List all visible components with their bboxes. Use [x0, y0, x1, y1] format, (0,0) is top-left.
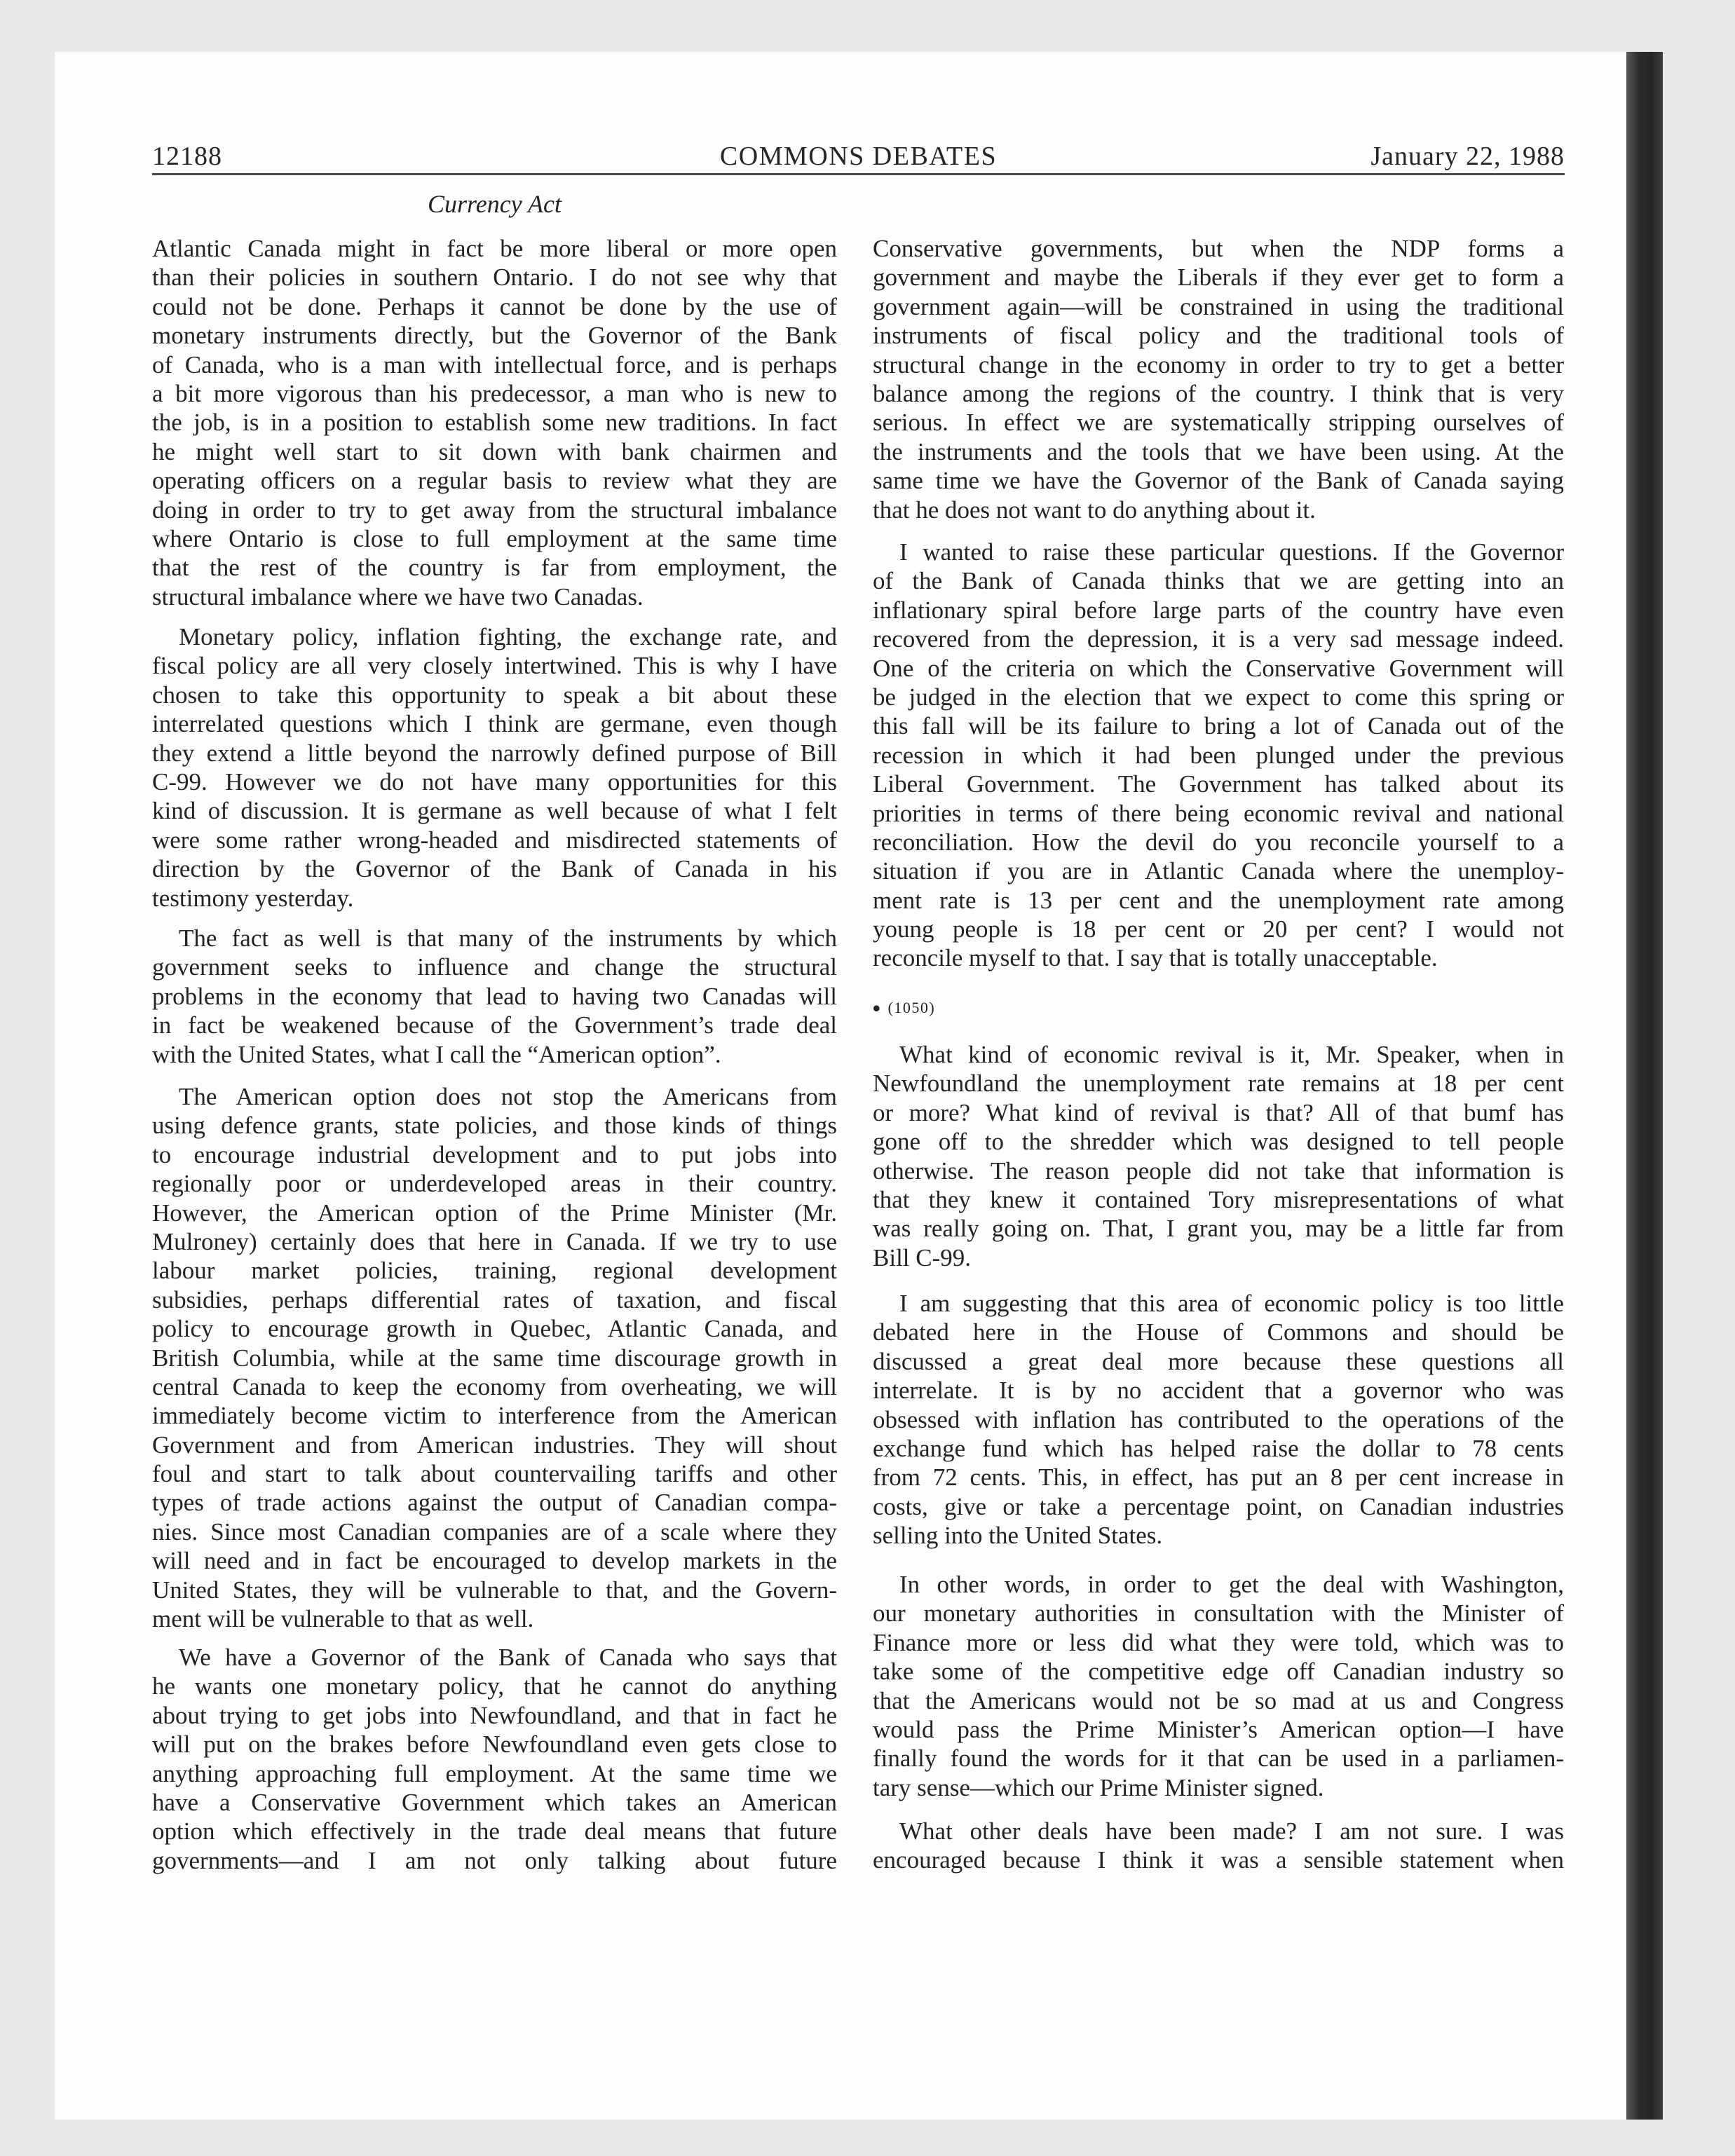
- text-line: types of trade actions against the output of Canadian compa-: [152, 1489, 837, 1517]
- paragraph: [152, 1082, 837, 1633]
- text-line: where Ontario is close to full employment at the same time: [152, 524, 837, 552]
- text-line: than their policies in southern Ontario. I do not see why that: [152, 264, 837, 292]
- text-line: balance among the regions of the country. I think that is very: [873, 379, 1564, 407]
- text-line: in fact be weakened because of the Government’s trade deal: [152, 1011, 837, 1039]
- paragraph: [152, 234, 837, 611]
- text-line: ment rate is 13 per cent and the unemployment rate among: [873, 886, 1564, 914]
- text-line: tary sense—which our Prime Minister signed.: [873, 1773, 1324, 1801]
- text-line: of the Bank of Canada thinks that we are getting into an: [873, 567, 1564, 595]
- text-line: of Canada, who is a man with intellectual force, and is perhaps: [152, 350, 837, 378]
- text-line: problems in the economy that lead to having two Canadas will: [152, 982, 837, 1010]
- text-line: Monetary policy, inflation fighting, the exchange rate, and: [179, 623, 837, 650]
- scan-edge-shadow: [1626, 52, 1663, 2120]
- text-line: anything approaching full employment. At the same time we: [152, 1759, 837, 1787]
- text-line: using defence grants, state policies, and those kinds of things: [152, 1112, 837, 1140]
- text-line: Mulroney) certainly does that here in Canada. If we try to use: [152, 1227, 837, 1255]
- text-line: One of the criteria on which the Conservative Government will: [873, 654, 1564, 682]
- text-line: What kind of economic revival is it, Mr. Speaker, when in: [899, 1041, 1564, 1068]
- text-line: chosen to take this opportunity to speak a bit about these: [152, 681, 837, 709]
- text-line: have a Conservative Government which takes an American: [152, 1788, 837, 1816]
- text-line: interrelated questions which I think are germane, even though: [152, 710, 837, 738]
- text-line: government again—will be constrained in using the traditional: [873, 292, 1564, 320]
- text-line: ment will be vulnerable to that as well.: [152, 1605, 534, 1633]
- text-line: selling into the United States.: [873, 1522, 1163, 1550]
- paragraph: [873, 538, 1564, 973]
- text-line: that he does not want to do anything about it.: [873, 496, 1316, 524]
- text-line: otherwise. The reason people did not take that information is: [873, 1157, 1564, 1185]
- text-line: finally found the words for it that can be used in a parliamen-: [873, 1745, 1564, 1773]
- text-line: central Canada to keep the economy from overheating, we will: [152, 1372, 837, 1400]
- paragraph: [152, 924, 837, 1069]
- text-line: from 72 cents. This, in effect, has put an 8 per cent increase in: [873, 1464, 1564, 1492]
- text-line: reconcile myself to that. I say that is totally unacceptable.: [873, 944, 1438, 972]
- text-line: policy to encourage growth in Quebec, Atlantic Canada, and: [152, 1315, 837, 1343]
- paragraph: [873, 1817, 1564, 1875]
- text-line: I wanted to raise these particular questions. If the Governor: [899, 538, 1564, 566]
- text-line: government and maybe the Liberals if they ever get to form a: [873, 264, 1564, 292]
- text-line: take some of the competitive edge off Canadian industry so: [873, 1658, 1564, 1686]
- paragraph: [873, 1570, 1564, 1802]
- text-line: doing in order to try to get away from the structural imbalance: [152, 496, 837, 524]
- section-title: Currency Act: [428, 190, 562, 218]
- text-line: that the Americans would not be so mad at us and Congress: [873, 1686, 1564, 1714]
- text-line: testimony yesterday.: [152, 884, 354, 912]
- text-line: Atlantic Canada might in fact be more liberal or more open: [152, 235, 837, 262]
- text-line: I am suggesting that this area of economic policy is too little: [899, 1290, 1564, 1317]
- text-line: or more? What kind of revival is that? All of that bumf has: [873, 1098, 1564, 1126]
- text-line: However, the American option of the Prime Minister (Mr.: [152, 1199, 837, 1227]
- text-line: monetary instruments directly, but the Governor of the Bank: [152, 322, 837, 350]
- text-line: inflationary spiral before large parts of the country have even: [873, 596, 1564, 624]
- text-line: was really going on. That, I grant you, may be a little far from: [873, 1215, 1564, 1243]
- text-line: debated here in the House of Commons and should be: [873, 1318, 1564, 1346]
- text-line: with the United States, what I call the “American option”.: [152, 1040, 721, 1068]
- text-line: he might well start to sit down with bank chairmen and: [152, 437, 837, 465]
- text-line: could not be done. Perhaps it cannot be done by the use of: [152, 292, 837, 320]
- page-number: 12188: [152, 142, 222, 171]
- text-column-left: [152, 0, 837, 2156]
- paragraph: [873, 234, 1564, 524]
- text-line: The American option does not stop the Americans from: [179, 1083, 837, 1110]
- text-line: recovered from the depression, it is a very sad message indeed.: [873, 625, 1564, 653]
- text-line: that the rest of the country is far from employment, the: [152, 554, 837, 582]
- text-line: What other deals have been made? I am not sure. I was: [899, 1817, 1564, 1845]
- text-line: about trying to get jobs into Newfoundland, and that in fact he: [152, 1701, 837, 1729]
- text-line: fiscal policy are all very closely intertwined. This is why I have: [152, 652, 837, 680]
- publication-date: January 22, 1988: [1370, 142, 1565, 171]
- text-line: to encourage industrial development and to put jobs into: [152, 1140, 837, 1168]
- text-line: situation if you are in Atlantic Canada where the unemploy-: [873, 857, 1564, 885]
- time-marker: [872, 992, 935, 1023]
- text-line: the instruments and the tools that we have been using. At the: [873, 437, 1564, 465]
- text-column-right: [873, 0, 1564, 2156]
- text-line: be judged in the election that we expect to come this spring or: [873, 683, 1564, 711]
- text-line: government seeks to influence and change the structural: [152, 953, 837, 981]
- paragraph: [152, 1643, 837, 1875]
- text-line: subsidies, perhaps differential rates of taxation, and fiscal: [152, 1285, 837, 1314]
- text-line: structural imbalance where we have two Canadas.: [152, 582, 644, 610]
- bullet-icon: •: [872, 994, 881, 1023]
- text-line: reconciliation. How the devil do you reconcile yourself to a: [873, 828, 1564, 856]
- text-line: instruments of fiscal policy and the traditional tools of: [873, 322, 1564, 350]
- text-line: will need and in fact be encouraged to develop markets in the: [152, 1547, 837, 1575]
- text-line: they extend a little beyond the narrowly defined purpose of Bill: [152, 739, 837, 767]
- text-line: direction by the Governor of the Bank of Canada in his: [152, 855, 837, 883]
- text-line: he wants one monetary policy, that he cannot do anything: [152, 1672, 837, 1700]
- text-line: option which effectively in the trade deal means that future: [152, 1817, 837, 1845]
- text-line: C-99. However we do not have many opportunities for this: [152, 767, 837, 796]
- text-line: young people is 18 per cent or 20 per cent? I would not: [873, 915, 1564, 943]
- text-line: labour market policies, training, regional development: [152, 1257, 837, 1285]
- text-line: the job, is in a position to establish some new traditions. In fact: [152, 409, 837, 437]
- text-line: British Columbia, while at the same time discourage growth in: [152, 1344, 837, 1372]
- text-line: exchange fund which has helped raise the dollar to 78 cents: [873, 1434, 1564, 1462]
- text-line: this fall will be its failure to bring a lot of Canada out of the: [873, 712, 1564, 740]
- text-line: The fact as well is that many of the instruments by which: [179, 925, 837, 952]
- text-line: our monetary authorities in consultation with the Minister of: [873, 1599, 1564, 1628]
- text-line: priorities in terms of there being economic revival and national: [873, 799, 1564, 827]
- text-line: discussed a great deal more because these questions all: [873, 1347, 1564, 1375]
- publication-title: COMMONS DEBATES: [719, 142, 998, 171]
- time-stamp: (1050): [887, 999, 936, 1017]
- text-line: encouraged because I think it was a sensible statement when: [873, 1846, 1564, 1874]
- text-line: recession in which it had been plunged under the previous: [873, 741, 1564, 769]
- text-line: regionally poor or underdeveloped areas in their country.: [152, 1170, 837, 1198]
- paragraph: [152, 622, 837, 913]
- text-line: Bill C-99.: [873, 1243, 972, 1271]
- text-line: obsessed with inflation has contributed to the operations of the: [873, 1405, 1564, 1433]
- text-line: nies. Since most Canadian companies are of a scale where they: [152, 1517, 837, 1546]
- text-line: Government and from American industries. They will shout: [152, 1431, 837, 1459]
- paragraph: [873, 1040, 1564, 1272]
- text-line: foul and start to talk about countervailing tariffs and other: [152, 1460, 837, 1488]
- text-line: In other words, in order to get the deal with Washington,: [899, 1571, 1564, 1598]
- text-line: structural change in the economy in order to try to get a better: [873, 350, 1564, 378]
- text-line: We have a Governor of the Bank of Canada who says that: [179, 1644, 837, 1671]
- text-line: kind of discussion. It is germane as well because of what I felt: [152, 797, 837, 825]
- text-line: were some rather wrong-headed and misdirected statements of: [152, 826, 837, 854]
- text-line: that they knew it contained Tory misrepresentations of what: [873, 1185, 1564, 1213]
- text-line: interrelate. It is by no accident that a governor who was: [873, 1377, 1564, 1405]
- paragraph: [873, 1289, 1564, 1550]
- text-line: immediately become victim to interference from the American: [152, 1402, 837, 1430]
- text-line: governments—and I am not only talking about future: [152, 1846, 837, 1874]
- text-line: Finance more or less did what they were told, which was to: [873, 1628, 1564, 1656]
- text-line: serious. In effect we are systematically stripping ourselves of: [873, 409, 1564, 437]
- text-line: Conservative governments, but when the NDP forms a: [873, 235, 1564, 262]
- text-line: operating officers on a regular basis to review what they are: [152, 467, 837, 495]
- text-line: would pass the Prime Minister’s American option—I have: [873, 1715, 1564, 1743]
- text-line: gone off to the shredder which was designed to tell people: [873, 1128, 1564, 1156]
- text-line: Newfoundland the unemployment rate remains at 18 per cent: [873, 1070, 1564, 1098]
- text-line: will put on the brakes before Newfoundland even gets close to: [152, 1731, 837, 1759]
- text-line: costs, give or take a percentage point, on Canadian industries: [873, 1492, 1564, 1520]
- text-line: same time we have the Governor of the Bank of Canada saying: [873, 467, 1564, 495]
- text-line: a bit more vigorous than his predecessor, a man who is new to: [152, 379, 837, 407]
- text-line: Liberal Government. The Government has talked about its: [873, 770, 1564, 798]
- text-line: United States, they will be vulnerable to that, and the Govern-: [152, 1576, 837, 1604]
